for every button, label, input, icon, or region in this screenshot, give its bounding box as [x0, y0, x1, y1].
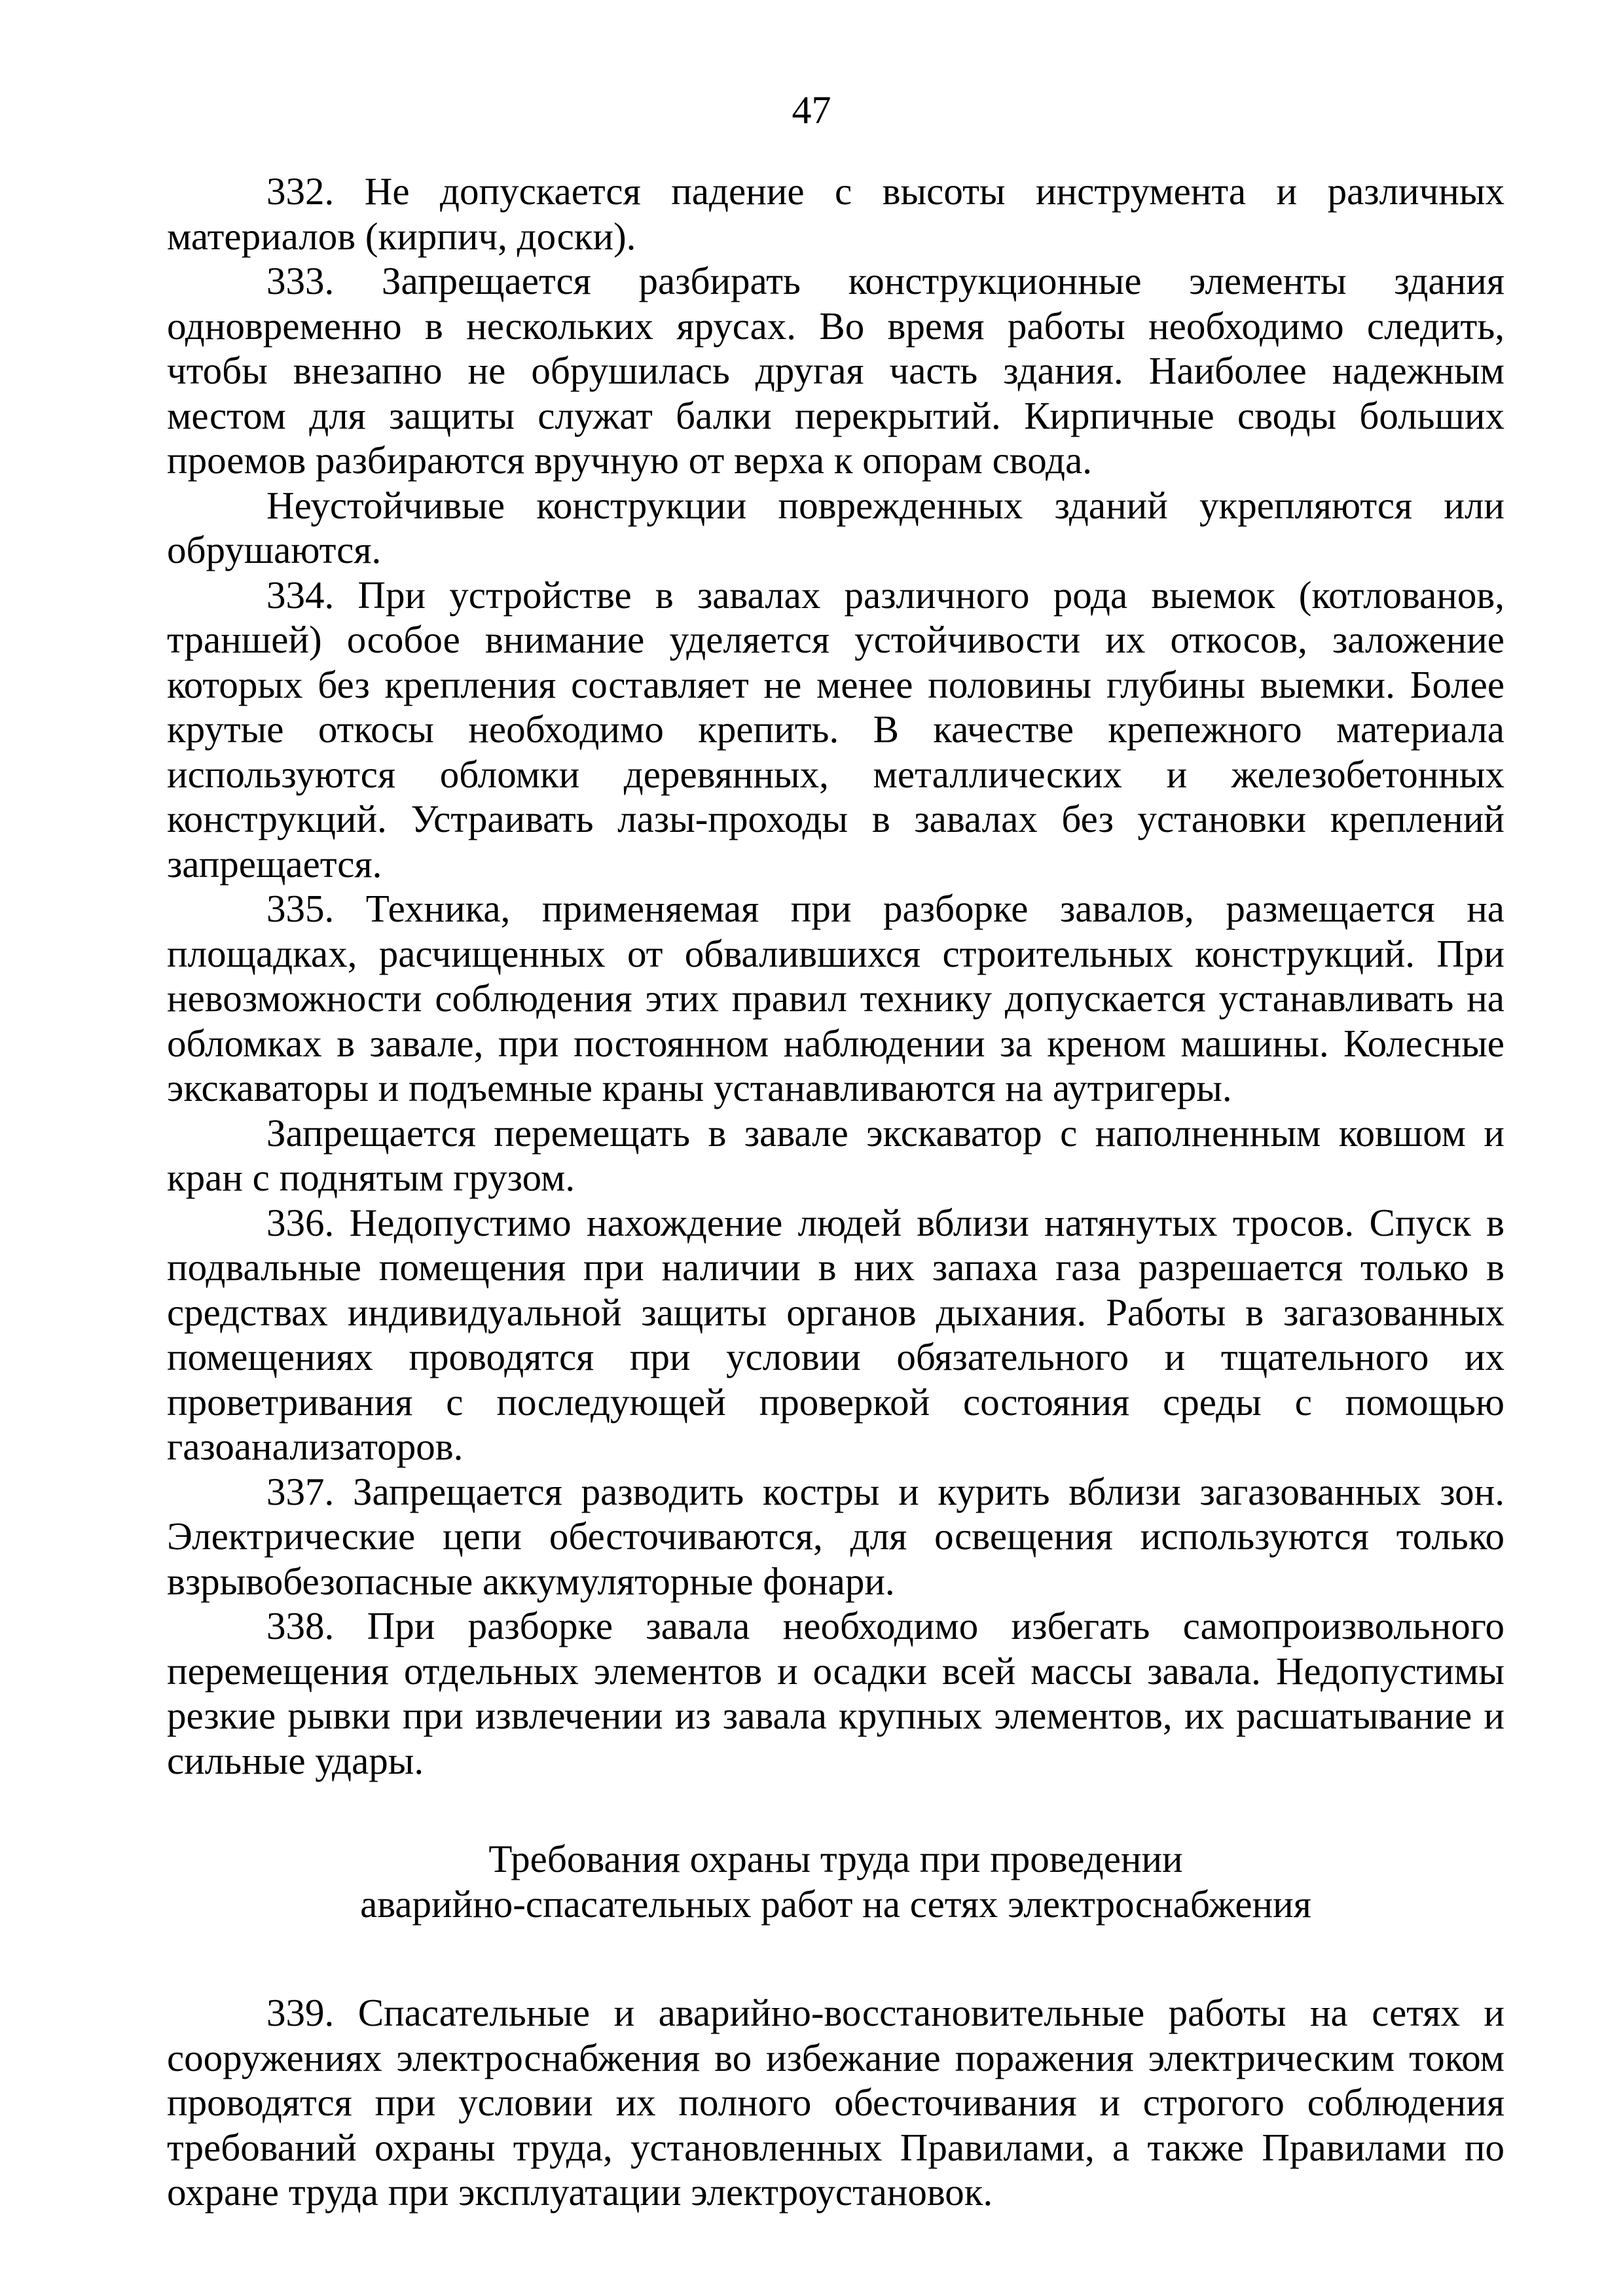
paragraph-335: 335. Техника, применяемая при разборке завалов, размещается на площадках, расчищенных от обвалившихся строительных конструкций. При невозможности соблюдения этих правил технику допускается устанавливать на обломках в завале, при постоянном наблюдении за креном машины. Колесные экскаваторы и подъемные краны устанавливаются на аутригеры.	[167, 887, 1504, 1109]
paragraph-333-continuation: Неустойчивые конструкции поврежденных зданий укрепляются или обрушаются.	[167, 483, 1504, 571]
paragraph-333: 333. Запрещается разбирать конструкционные элементы здания одновременно в нескольких ярусах. Во время работы необходимо следить, чтобы внезапно не обрушилась другая часть здания. Наиболее надежным местом для защиты служат балки перекрытий. Кирпичные своды больших проемов разбираются вручную от верха к опорам свода.	[167, 259, 1504, 482]
paragraph-332: 332. Не допускается падение с высоты инструмента и различных материалов (кирпич, доски).	[167, 170, 1504, 258]
paragraph-338: 338. При разборке завала необходимо избегать самопроизвольного перемещения отдельных элементов и осадки всей массы завала. Недопустимы резкие рывки при извлечении из завала крупных элементов, их расшатывание и сильные удары.	[167, 1604, 1504, 1782]
paragraph-337: 337. Запрещается разводить костры и курить вблизи загазованных зон. Электрические цепи обесточиваются, для освещения используются только взрывобезопасные аккумуляторные фонари.	[167, 1469, 1504, 1603]
paragraph-334: 334. При устройстве в завалах различного рода выемок (котлованов, траншей) особое внимание уделяется устойчивости их откосов, заложение которых без крепления составляет не менее половины глубины выемки. Более крутые откосы необходимо крепить. В качестве крепежного материала используются обломки деревянных, металлических и железобетонных конструкций. Устраивать лазы-проходы в завалах без установки креплений запрещается.	[167, 573, 1504, 886]
section-heading-line-2: аварийно-спасательных работ на сетях электроснабжения	[360, 1882, 1311, 1926]
paragraph-339: 339. Спасательные и аварийно-восстановительные работы на сетях и сооружениях электроснабжения во избежание поражения электрическим током проводятся при условии их полного обесточивания и строгого соблюдения требований охраны труда, установленных Правилами, а также Правилами по охране труда при эксплуатации электроустановок.	[167, 1991, 1504, 2214]
section-heading	[167, 1837, 1504, 1926]
paragraph-336: 336. Недопустимо нахождение людей вблизи натянутых тросов. Спуск в подвальные помещения при наличии в них запаха газа разрешается только в средствах индивидуальной защиты органов дыхания. Работы в загазованных помещениях проводятся при условии обязательного и тщательного их проветривания с последующей проверкой состояния среды с помощью газоанализаторов.	[167, 1200, 1504, 1468]
document-body	[167, 169, 1504, 2215]
page-number: 47	[792, 88, 831, 132]
paragraph-335-continuation: Запрещается перемещать в завале экскаватор с наполненным ковшом и кран с поднятым грузом.	[167, 1111, 1504, 1199]
section-heading-line-1: Требования охраны труда при проведении	[488, 1837, 1183, 1880]
